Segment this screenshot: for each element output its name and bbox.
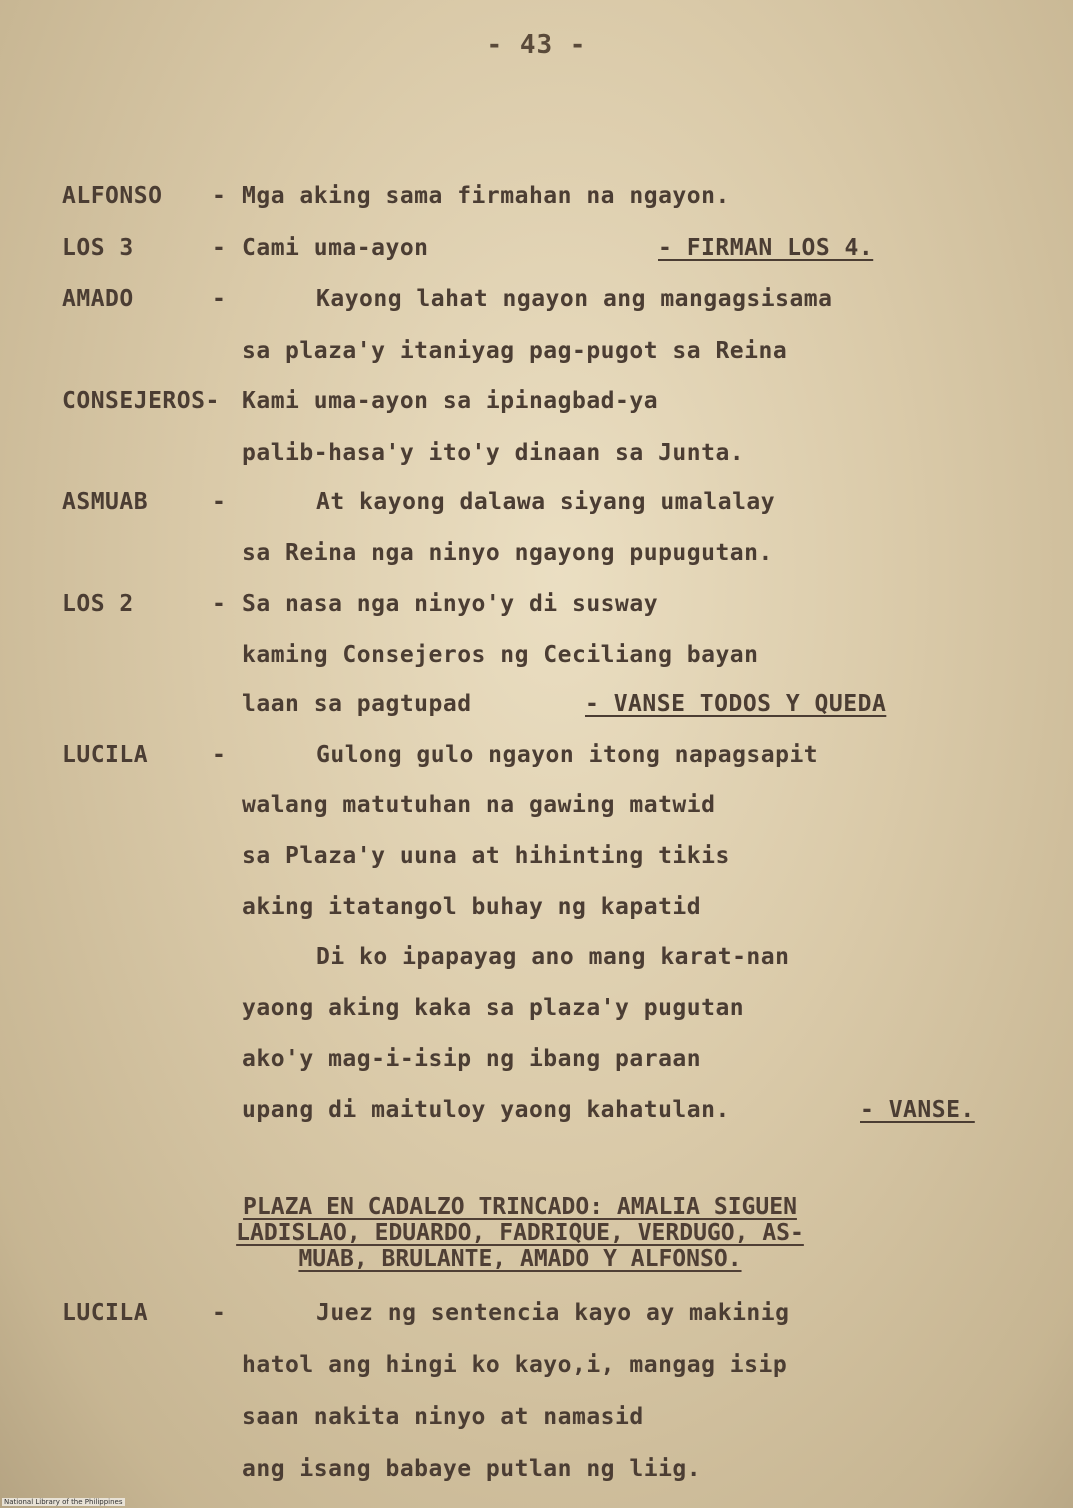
dialogue-line: Di ko ipapayag ano mang karat-nan xyxy=(316,944,790,970)
dialogue-line: hatol ang hingi ko kayo,i, mangag isip xyxy=(242,1352,788,1378)
speaker-name: LOS 3 xyxy=(62,235,134,261)
dialogue-line: Kayong lahat ngayon ang mangagsisama xyxy=(316,286,833,312)
speaker-dash: - xyxy=(212,591,227,617)
speaker-dash: - xyxy=(212,742,227,768)
dialogue-line: Gulong gulo ngayon itong napagsapit xyxy=(316,742,819,768)
speaker-dash: - xyxy=(212,183,227,209)
speaker-name: ALFONSO xyxy=(62,183,163,209)
stage-direction: - VANSE TODOS Y QUEDA xyxy=(585,691,887,717)
dialogue-line: yaong aking kaka sa plaza'y pugutan xyxy=(242,995,745,1021)
page-number: - 43 - xyxy=(486,30,587,60)
dialogue-line: Cami uma-ayon xyxy=(242,235,429,261)
dialogue-line: laan sa pagtupad xyxy=(242,691,472,717)
speaker-name: LUCILA xyxy=(62,742,149,768)
stage-direction: - VANSE. xyxy=(860,1097,975,1123)
speaker-dash: - xyxy=(212,286,227,312)
speaker-name: ASMUAB xyxy=(62,489,149,515)
dialogue-line: sa Reina nga ninyo ngayong pupugutan. xyxy=(242,540,773,566)
scene-heading-line: LADISLAO, EDUARDO, FADRIQUE, VERDUGO, AS- xyxy=(236,1220,804,1246)
dialogue-line: palib-hasa'y ito'y dinaan sa Junta. xyxy=(242,440,745,466)
speaker-name: LOS 2 xyxy=(62,591,134,617)
dialogue-line: aking itatangol buhay ng kapatid xyxy=(242,894,702,920)
speaker-dash: - xyxy=(212,1300,227,1326)
speaker-name: CONSEJEROS- xyxy=(62,388,220,414)
dialogue-line: Sa nasa nga ninyo'y di susway xyxy=(242,591,659,617)
dialogue-line: upang di maituloy yaong kahatulan. xyxy=(242,1097,730,1123)
dialogue-line: sa Plaza'y uuna at hihinting tikis xyxy=(242,843,730,869)
dialogue-line: Mga aking sama firmahan na ngayon. xyxy=(242,183,730,209)
speaker-dash: - xyxy=(212,235,227,261)
stage-direction: - FIRMAN LOS 4. xyxy=(658,235,874,261)
speaker-name: AMADO xyxy=(62,286,134,312)
dialogue-line: saan nakita ninyo at namasid xyxy=(242,1404,644,1430)
dialogue-line: ang isang babaye putlan ng liig. xyxy=(242,1456,702,1482)
speaker-name: LUCILA xyxy=(62,1300,149,1326)
dialogue-line: walang matutuhan na gawing matwid xyxy=(242,792,716,818)
dialogue-line: ako'y mag-i-isip ng ibang paraan xyxy=(242,1046,702,1072)
scene-heading-line: MUAB, BRULANTE, AMADO Y ALFONSO. xyxy=(298,1246,742,1272)
dialogue-line: sa plaza'y itaniyag pag-pugot sa Reina xyxy=(242,338,788,364)
scene-heading-line: PLAZA EN CADALZO TRINCADO: AMALIA SIGUEN xyxy=(243,1194,797,1220)
scene-heading xyxy=(200,1194,840,1272)
dialogue-line: At kayong dalawa siyang umalalay xyxy=(316,489,776,515)
dialogue-line: Juez ng sentencia kayo ay makinig xyxy=(316,1300,790,1326)
dialogue-line: Kami uma-ayon sa ipinagbad-ya xyxy=(242,388,659,414)
dialogue-line: kaming Consejeros ng Ceciliang bayan xyxy=(242,642,759,668)
speaker-dash: - xyxy=(212,489,227,515)
library-credit: National Library of the Philippines xyxy=(4,1498,123,1506)
